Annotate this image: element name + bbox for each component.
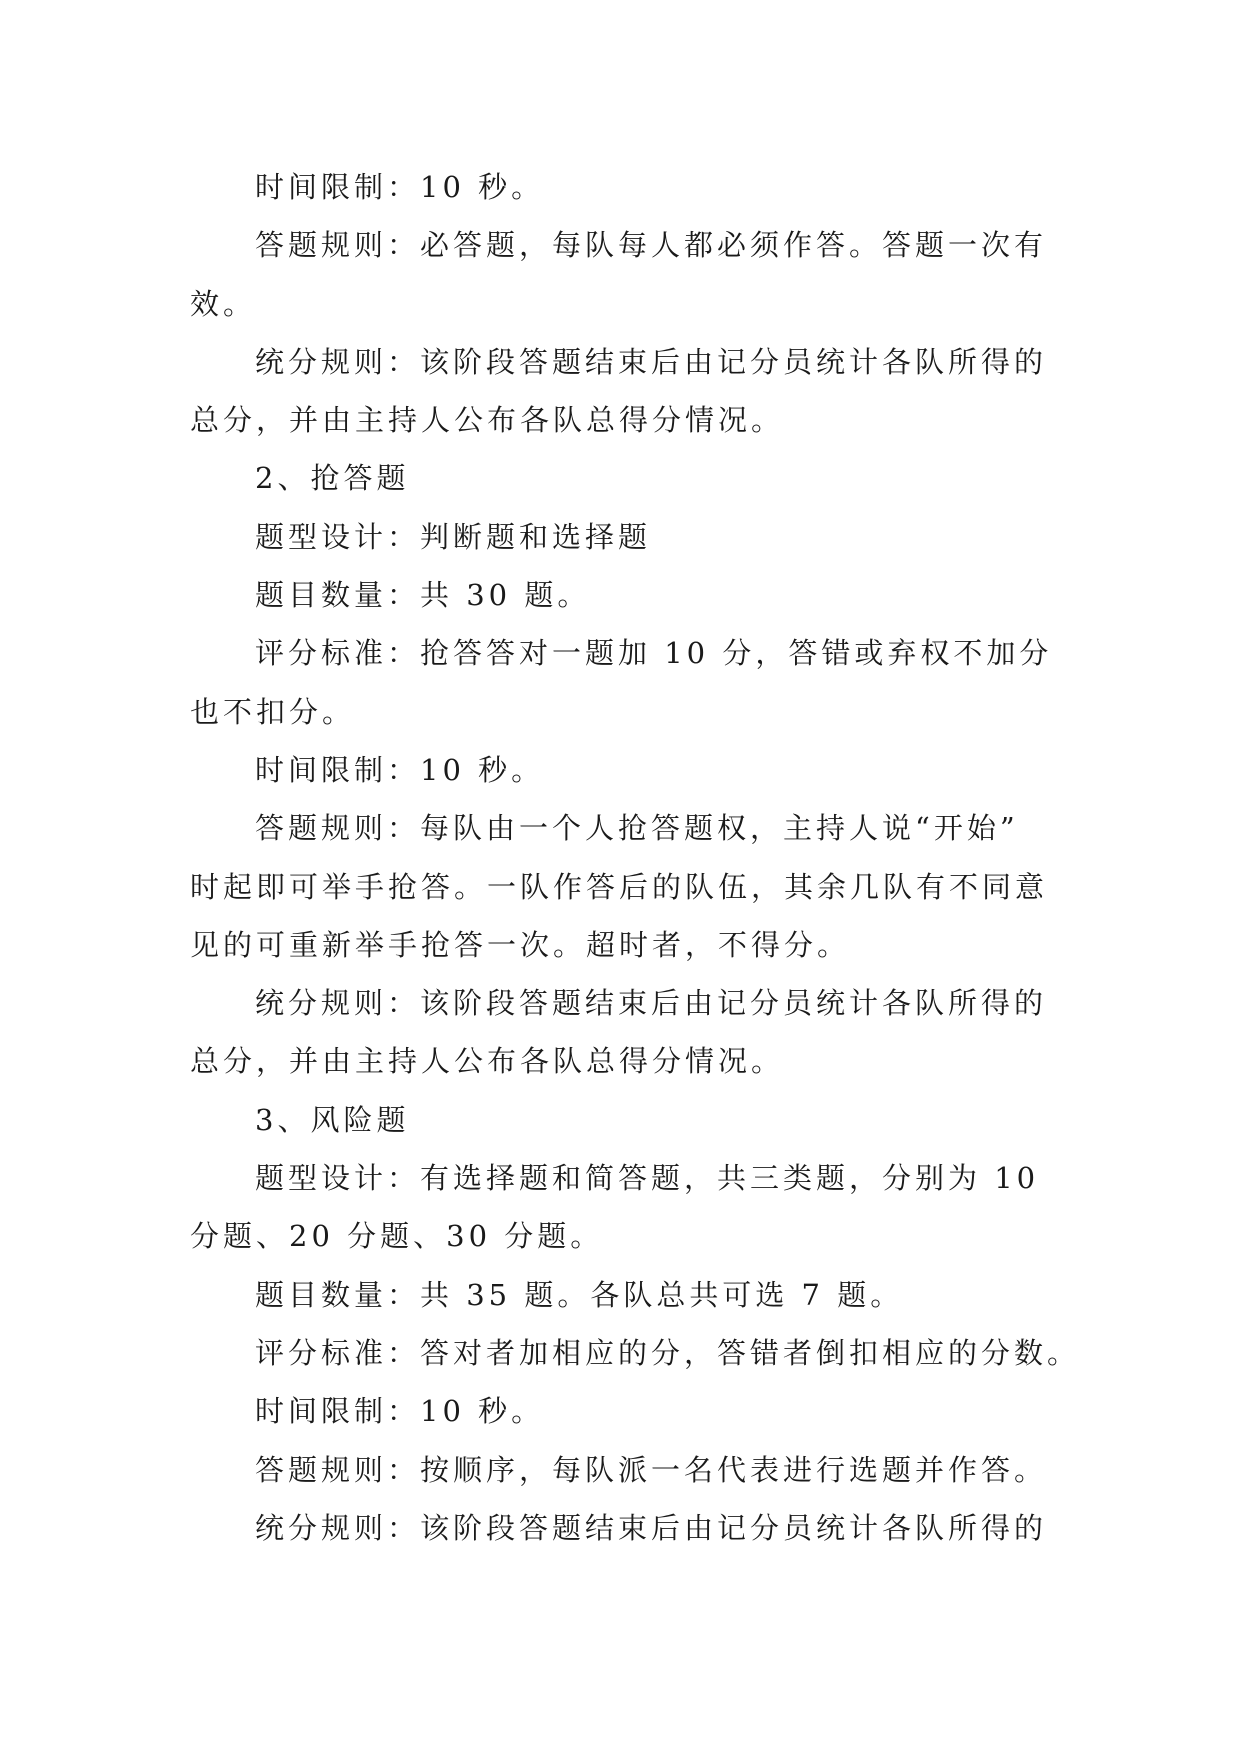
text-line: 统分规则：该阶段答题结束后由记分员统计各队所得的 — [255, 986, 1048, 1021]
text-line: 总分，并由主持人公布各队总得分情况。 — [190, 403, 785, 438]
section-heading: 3、风险题 — [255, 1102, 410, 1137]
text-line: 见的可重新举手抢答一次。超时者，不得分。 — [190, 927, 851, 962]
section-heading: 2、抢答题 — [255, 461, 410, 496]
text-line: 题型设计：有选择题和简答题，共三类题，分别为 10 — [255, 1161, 1040, 1196]
text-line: 题目数量：共 30 题。 — [255, 578, 591, 613]
text-line: 时起即可举手抢答。一队作答后的队伍，其余几队有不同意 — [190, 869, 1049, 904]
text-line: 题型设计：判断题和选择题 — [255, 519, 652, 554]
text-line: 答题规则：每队由一个人抢答题权，主持人说“开始” — [255, 811, 1019, 846]
text-line: 时间限制：10 秒。 — [255, 752, 545, 787]
text-line: 题目数量：共 35 题。各队总共可选 7 题。 — [255, 1277, 904, 1312]
text-line: 分题、20 分题、30 分题。 — [190, 1219, 604, 1254]
text-line: 统分规则：该阶段答题结束后由记分员统计各队所得的 — [255, 1510, 1048, 1545]
text-line: 答题规则：必答题，每队每人都必须作答。答题一次有 — [255, 228, 1048, 263]
text-line: 答题规则：按顺序，每队派一名代表进行选题并作答。 — [255, 1452, 1048, 1487]
text-line: 总分，并由主持人公布各队总得分情况。 — [190, 1044, 785, 1079]
text-line: 也不扣分。 — [190, 694, 356, 729]
text-line: 时间限制：10 秒。 — [255, 170, 545, 204]
text-line: 评分标准：答对者加相应的分，答错者倒扣相应的分数。 — [255, 1335, 1081, 1370]
text-line: 统分规则：该阶段答题结束后由记分员统计各队所得的 — [255, 344, 1048, 379]
text-line: 效。 — [190, 286, 257, 321]
document-body — [190, 158, 1081, 1557]
text-line: 评分标准：抢答答对一题加 10 分，答错或弃权不加分 — [255, 636, 1053, 671]
text-line: 时间限制：10 秒。 — [255, 1394, 545, 1429]
